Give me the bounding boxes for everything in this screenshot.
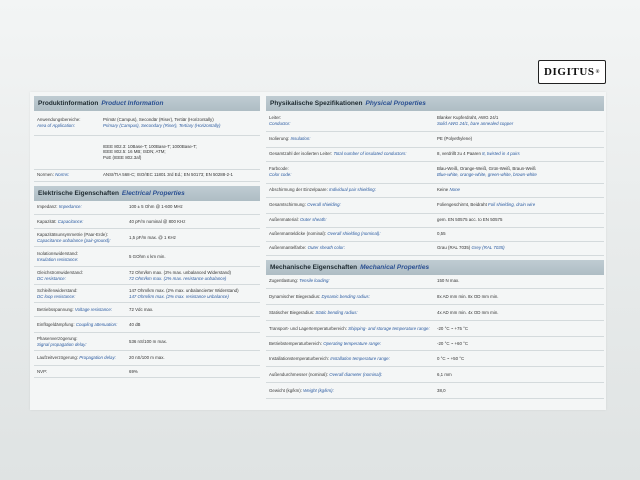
row-value-en: None <box>449 187 460 193</box>
row-label-en: Color code: <box>269 172 292 177</box>
row-label: Zugentlastung: <box>269 278 299 284</box>
table-row <box>266 111 604 131</box>
row-label-en: Capacitance: <box>57 218 84 224</box>
row-label-en: Conductor: <box>269 120 291 126</box>
row-label-en: Overall diameter (nominal): <box>329 371 383 377</box>
row-label: Impedanz: <box>37 204 58 210</box>
row-value-en: Blue-white, orange-white, green-white, brown-white <box>437 172 537 177</box>
table-row <box>34 366 260 378</box>
product-info-table <box>34 111 260 182</box>
table-row <box>34 333 260 351</box>
row-label: Isolierung: <box>269 136 290 142</box>
row-value: 69% <box>126 366 260 378</box>
row-label: Phasenverzögerung: <box>37 335 78 341</box>
row-value: 40 dB <box>126 317 260 333</box>
table-row <box>266 147 604 161</box>
table-row <box>266 367 604 383</box>
row-value: 72 Ohm/km max. (2% max. unbalanced Widerstand) <box>129 269 232 275</box>
table-row <box>266 321 604 337</box>
left-column <box>34 96 260 378</box>
row-label-en: Overall shielding (nominal): <box>327 231 381 237</box>
row-label-en: Voltage resistance: <box>74 306 113 312</box>
row-label-en: Capacitance unbalance (pair-ground): <box>37 237 111 243</box>
row-value: gem. EN 50575 acc. to EN 50575 <box>434 213 604 227</box>
datasheet-page <box>30 92 606 410</box>
table-row <box>266 183 604 197</box>
row-value: 40 pF/m nominal @ 800 KHz <box>126 215 260 229</box>
row-label: NVP: <box>34 366 126 378</box>
row-value: Foliengeschirmt, Beidraht <box>437 202 487 208</box>
row-label: Dynamischer Biegeradius: <box>269 293 321 299</box>
row-value: IEEE 802.3: 10Base-T; 100Base-T; 1000Base-T; <box>103 143 197 149</box>
table-row <box>266 197 604 213</box>
product-info-header <box>34 96 260 111</box>
row-label-en: Insulation: <box>290 136 311 142</box>
logo-text: DIGITUS <box>543 66 595 78</box>
row-value-en: Solid AWG 24/1, bare annealed copper <box>437 120 514 126</box>
row-label-en: Area of Application: <box>37 122 75 128</box>
row-value-en: Primary (Campus), Secondary (Riser), Tertiary (Horizontally) <box>103 122 221 128</box>
row-value: -20 °C ~ +75 °C <box>434 321 604 337</box>
product-title-de: Produktinformation <box>38 100 99 107</box>
row-value-en: 8, twisted in 4 pairs <box>482 151 520 157</box>
row-label: Betriebsspannung: <box>37 306 74 312</box>
table-row <box>266 275 604 289</box>
row-value: 100 ± 5 Ohm @ 1-600 MHz <box>126 201 260 215</box>
row-value: 20 nS/100 m max. <box>126 351 260 366</box>
row-label-en: Shipping- and storage temperature range: <box>348 325 430 331</box>
row-value: 536 nS/100 m max. <box>126 333 260 351</box>
row-label: Kapazität: <box>37 218 57 224</box>
electrical-header <box>34 186 260 201</box>
row-label-en: Weight (kg/km): <box>303 387 334 393</box>
row-label-en: Operating temperature range: <box>323 340 382 346</box>
table-row <box>266 161 604 183</box>
row-label-en: Dynamic bending radius: <box>321 293 370 299</box>
row-label-en: Norms: <box>55 172 70 178</box>
row-value-extra: IEEE 802.5: 16 MB; ISDN; ATM; <box>103 149 166 155</box>
digitus-logo <box>538 60 606 84</box>
table-row <box>266 351 604 367</box>
table-row <box>266 227 604 241</box>
table-row <box>34 169 260 181</box>
row-label: Anwendungsbereiche: <box>37 117 81 123</box>
row-label-en: DC loop resistance: <box>37 293 76 299</box>
physical-title-de: Physikalische Spezifikationen <box>270 100 363 107</box>
row-value-en: Foil shielding, drain wire <box>488 202 536 208</box>
row-value: 6,1 mm <box>434 367 604 383</box>
row-value: Primär (Campus), Secondär (Riser), Tertiär (Horizontally) <box>103 117 214 123</box>
row-label: Farbcode: <box>269 166 289 172</box>
row-label: Einflügeldämpfung: <box>37 321 75 327</box>
row-value-en: 72 Ohm/km max. (2% max. resistance unbalance) <box>129 275 227 281</box>
table-row <box>266 131 604 147</box>
electrical-title-en: Electrical Properties <box>121 189 185 197</box>
row-label: Außenmantelfarbe: <box>269 245 307 251</box>
row-label-en: Outer sheath: <box>300 217 327 223</box>
row-label: Gewicht (kg/km): <box>269 387 302 393</box>
row-label-en: DC resistance: <box>37 275 66 281</box>
row-label: Außenmaterial: <box>269 217 299 223</box>
table-row <box>266 289 604 305</box>
row-value-en: 147 Ohm/km max. (2% max. resistance unbalance) <box>129 293 229 299</box>
electrical-table <box>34 201 260 379</box>
row-value: 0 °C ~ +50 °C <box>434 351 604 367</box>
row-label: Betriebstemperaturbereich: <box>269 340 322 346</box>
row-label: Abschirmung der Einzelpaare: <box>269 187 328 193</box>
row-label: Statischer Biegeradius: <box>269 309 315 315</box>
row-value: 38,0 <box>434 383 604 399</box>
row-label-en: Static bending radius: <box>315 309 358 315</box>
table-row <box>34 303 260 317</box>
row-label-en: Installation temperature range: <box>330 355 390 361</box>
row-label: Installationstemperaturbereich: <box>269 355 330 361</box>
row-label-en: Tensile loading: <box>299 278 330 284</box>
row-label-en: Signal propagation delay: <box>37 341 87 347</box>
table-row <box>34 215 260 229</box>
row-value: 150 N max. <box>434 275 604 289</box>
table-row <box>34 267 260 285</box>
physical-header <box>266 96 604 111</box>
right-column <box>266 96 604 399</box>
row-label: Außenmanteldicke (nominal): <box>269 231 327 237</box>
row-label: Kapazitätsunsymmetrie (Paar-Erde): <box>37 231 109 237</box>
mechanical-title-en: Mechanical Properties <box>360 263 430 271</box>
row-value: PE (Polyethylene) <box>434 131 604 147</box>
row-label-en: Propagation delay: <box>79 355 116 361</box>
row-value: 8, verdrillt zu 4 Paaren <box>437 151 481 157</box>
row-value: Keine <box>437 187 449 193</box>
table-row <box>34 351 260 366</box>
table-row <box>34 247 260 267</box>
row-value: 147 Ohm/km max. (2% max. unbalancierter Widerstand) <box>129 287 239 293</box>
row-value: 4x AD mm min. 4x OD mm min. <box>434 305 604 321</box>
row-label-en: Total number of insulated conductors: <box>333 151 407 157</box>
row-label: Laufzeitverzögerung: <box>37 355 79 361</box>
row-label: Isolationswiderstand: <box>37 250 79 256</box>
table-row <box>34 317 260 333</box>
row-value-extra2: PoE (IEEE 802.3af) <box>103 154 142 160</box>
table-row <box>266 337 604 351</box>
row-label-en: Outer sheath color: <box>307 245 345 251</box>
row-label-en: Coupling attenuation: <box>75 321 118 327</box>
row-label: Schleifenwiderstand: <box>37 287 78 293</box>
mechanical-title-de: Mechanische Eigenschaften <box>270 263 358 271</box>
row-label-en: Impedance: <box>58 204 82 210</box>
row-label: Gleichstromwiderstand: <box>37 269 83 275</box>
row-value: ANSI/TIA 568-C; ISO/IEC 11801 3rd Ed.; EN 50173; EN 50288-2-1 <box>100 169 260 181</box>
row-label-en: Overall shielding: <box>307 202 341 208</box>
electrical-title-de: Elektrische Eigenschaften <box>38 189 119 197</box>
row-value: 5 GOhm x km min. <box>126 247 260 267</box>
row-label: Gesamtzahl der isolierten Leiter: <box>269 151 333 157</box>
table-row <box>34 285 260 303</box>
table-row <box>34 111 260 135</box>
table-row <box>266 383 604 399</box>
table-row <box>266 241 604 255</box>
mechanical-table <box>266 275 604 400</box>
product-title-en: Product Information <box>101 100 164 107</box>
row-value: Grau (RAL 7035) <box>437 245 471 251</box>
row-value: Blanker Kupferdraht, AWG 24/1 <box>437 115 499 121</box>
row-label: Leiter: <box>269 115 282 121</box>
row-label: Gesamtschirmung: <box>269 202 306 208</box>
row-label-en: Individual pair shielding: <box>329 187 376 193</box>
table-row <box>34 229 260 247</box>
row-value: 8x AD mm min. 8x OD mm min. <box>434 289 604 305</box>
physical-table <box>266 111 604 256</box>
row-label: Außendurchmesser (nominal): <box>269 371 329 377</box>
row-value: Blau-Weiß, Orange-Weiß, Grün-Weiß, Braun-Weiß <box>437 166 536 172</box>
table-row <box>34 135 260 169</box>
table-row <box>266 305 604 321</box>
registered-mark: ® <box>595 69 600 75</box>
row-value: 0,55 <box>434 227 604 241</box>
row-label: Transport- und Lagertemperaturbereich: <box>269 325 347 331</box>
table-row <box>266 213 604 227</box>
row-value: 1,5 pF/m max. @ 1 KHz <box>126 229 260 247</box>
row-value: -20 °C ~ +60 °C <box>434 337 604 351</box>
physical-title-en: Physical Properties <box>365 100 426 107</box>
row-label-en: Insulation resistance: <box>37 256 79 262</box>
mechanical-header <box>266 260 604 275</box>
row-value-en: Grey (RAL 7035) <box>471 245 505 251</box>
row-value: 72 Vdc max. <box>126 303 260 317</box>
table-row <box>34 201 260 215</box>
row-label: Normen: <box>37 172 54 178</box>
